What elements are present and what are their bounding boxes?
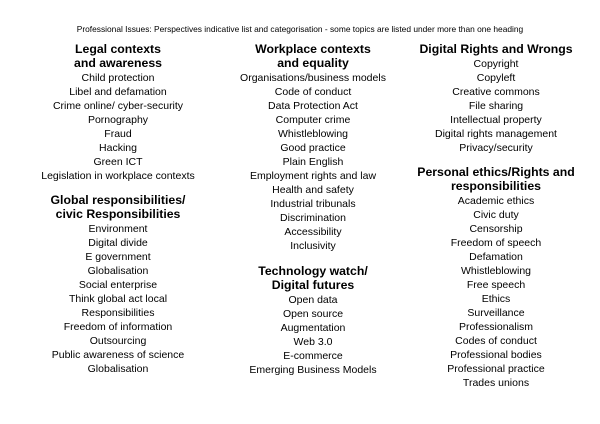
topic-item: Copyleft bbox=[476, 72, 516, 84]
group-heading: Legal contexts and awareness bbox=[74, 42, 162, 70]
topic-item: Fraud bbox=[104, 128, 132, 140]
topic-item: Discrimination bbox=[280, 212, 346, 224]
topic-item: Civic duty bbox=[473, 209, 519, 221]
topic-item: Legislation in workplace contexts bbox=[41, 170, 195, 182]
topic-item: Accessibility bbox=[284, 226, 342, 238]
group-heading: Digital Rights and Wrongs bbox=[419, 42, 573, 56]
topic-item: Environment bbox=[88, 223, 148, 235]
topic-item: Inclusivity bbox=[290, 240, 336, 252]
topic-item: Think global act local bbox=[68, 293, 168, 305]
topic-item: Industrial tribunals bbox=[270, 198, 356, 210]
topic-item: Creative commons bbox=[452, 86, 540, 98]
topic-item: Code of conduct bbox=[274, 86, 352, 98]
topic-item: Computer crime bbox=[275, 114, 351, 126]
topic-list bbox=[28, 71, 208, 183]
topic-item: Globalisation bbox=[87, 363, 149, 375]
topic-item: Digital divide bbox=[88, 237, 148, 249]
topic-item: Emerging Business Models bbox=[249, 364, 377, 376]
topic-item: Web 3.0 bbox=[293, 336, 333, 348]
topic-item: E-commerce bbox=[283, 350, 343, 362]
column-workplace-technology bbox=[228, 42, 398, 377]
topic-item: Plain English bbox=[282, 156, 344, 168]
group-heading: Personal ethics/Rights and responsibilities bbox=[417, 165, 575, 193]
topic-item: Child protection bbox=[81, 72, 155, 84]
topic-item: Pornography bbox=[87, 114, 149, 126]
topic-item: File sharing bbox=[468, 100, 524, 112]
group-personal-ethics bbox=[416, 165, 576, 390]
topic-item: Professional bodies bbox=[450, 349, 542, 361]
topic-item: Digital rights management bbox=[435, 128, 557, 140]
group-digital-rights bbox=[416, 42, 576, 155]
group-global-responsibilities bbox=[28, 193, 208, 376]
page-caption: Professional Issues: Perspectives indicative list and categorisation - some topics are listed under more than one heading bbox=[76, 24, 524, 34]
topic-item: Whistleblowing bbox=[277, 128, 349, 140]
column-rights-ethics bbox=[416, 42, 576, 390]
topic-item: Freedom of speech bbox=[450, 237, 542, 249]
topic-item: Professional practice bbox=[447, 363, 545, 375]
topic-item: Responsibilities bbox=[81, 307, 155, 319]
topic-item: Green ICT bbox=[93, 156, 143, 168]
topic-item: Social enterprise bbox=[78, 279, 158, 291]
topic-item: Globalisation bbox=[87, 265, 149, 277]
group-legal-contexts bbox=[28, 42, 208, 183]
group-technology-watch bbox=[228, 264, 398, 377]
topic-item: Privacy/security bbox=[459, 142, 533, 154]
topic-item: Crime online/ cyber-security bbox=[52, 100, 184, 112]
topic-item: Defamation bbox=[469, 251, 523, 263]
topic-item: Good practice bbox=[280, 142, 346, 154]
topic-list bbox=[228, 71, 398, 253]
topic-item: Organisations/business models bbox=[240, 72, 386, 84]
topic-item: Hacking bbox=[99, 142, 137, 154]
topic-list bbox=[416, 194, 576, 390]
topic-item: Intellectual property bbox=[450, 114, 542, 126]
topic-item: Open data bbox=[288, 294, 338, 306]
topic-list bbox=[28, 222, 208, 376]
column-legal-global bbox=[28, 42, 208, 376]
group-heading: Technology watch/ Digital futures bbox=[258, 264, 368, 292]
topic-item: Codes of conduct bbox=[455, 335, 537, 347]
group-heading: Global responsibilities/ civic Responsibilities bbox=[50, 193, 186, 221]
topic-item: Whistleblowing bbox=[460, 265, 532, 277]
topic-item: Employment rights and law bbox=[249, 170, 377, 182]
topic-item: Open source bbox=[282, 308, 344, 320]
topic-list bbox=[228, 293, 398, 377]
topic-item: Freedom of information bbox=[63, 321, 173, 333]
topic-item: Professionalism bbox=[458, 321, 534, 333]
group-workplace-contexts bbox=[228, 42, 398, 253]
topic-item: Copyright bbox=[473, 58, 519, 70]
topic-item: Health and safety bbox=[272, 184, 354, 196]
topic-item: Libel and defamation bbox=[69, 86, 167, 98]
topic-item: Public awareness of science bbox=[51, 349, 185, 361]
topic-item: Censorship bbox=[469, 223, 523, 235]
topic-item: Trades unions bbox=[462, 377, 530, 389]
topic-item: Data Protection Act bbox=[268, 100, 358, 112]
topic-item: Ethics bbox=[481, 293, 511, 305]
topic-item: Free speech bbox=[466, 279, 526, 291]
topic-item: Surveillance bbox=[467, 307, 525, 319]
group-heading: Workplace contexts and equality bbox=[255, 42, 371, 70]
topic-item: Outsourcing bbox=[89, 335, 147, 347]
topic-item: Academic ethics bbox=[457, 195, 535, 207]
topic-item: Augmentation bbox=[280, 322, 346, 334]
topic-item: E government bbox=[85, 251, 151, 263]
topic-list bbox=[416, 57, 576, 155]
